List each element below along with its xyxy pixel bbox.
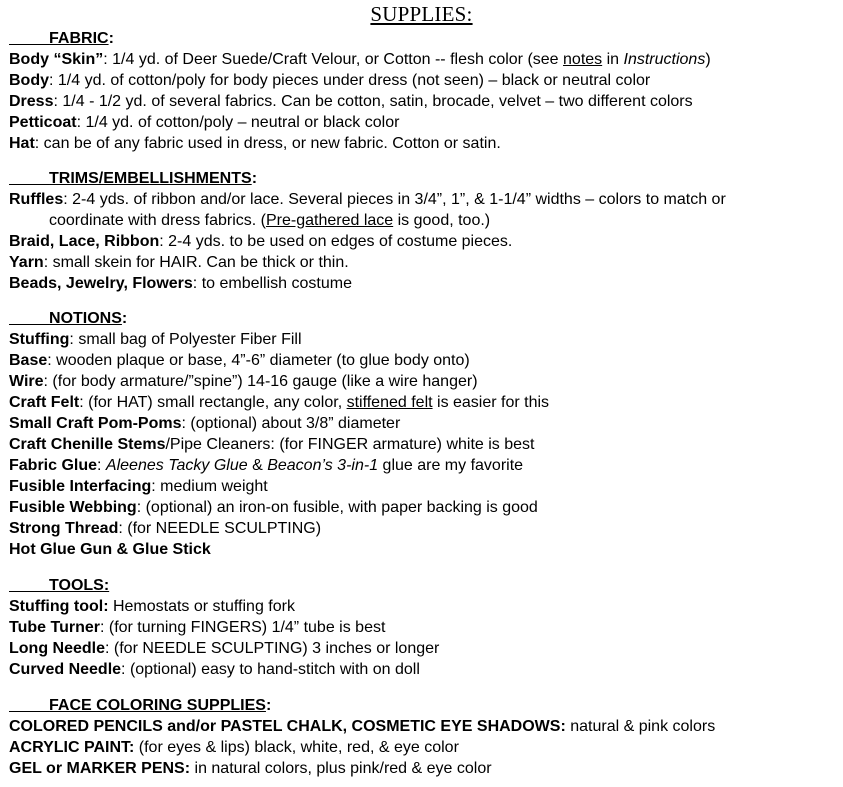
notes-link[interactable]: notes: [563, 51, 603, 68]
notions-heading-text: NOTIONS: [49, 310, 122, 327]
fabric-heading-text: FABRIC: [49, 30, 109, 47]
face-heading-text: FACE COLORING SUPPLIES: [49, 697, 266, 714]
notions-item-base: Base: wooden plaque or base, 4”-6” diameter (to glue body onto): [9, 352, 470, 369]
trims-item-beads: Beads, Jewelry, Flowers: to embellish costume: [9, 275, 352, 292]
pre-gathered-lace-link[interactable]: Pre-gathered lace: [265, 212, 394, 229]
fabric-item-body: Body: 1/4 yd. of cotton/poly for body pieces under dress (not seen) – black or neutral color: [9, 72, 651, 89]
notions-item-wire: Wire: (for body armature/”spine”) 14-16 gauge (like a wire hanger): [9, 373, 478, 390]
trims-item-ruffles: Ruffles: 2-4 yds. of ribbon and/or lace. Several pieces in 3/4”, 1”, & 1-1/4” widths – colors to match or: [9, 191, 726, 208]
tools-heading: [9, 575, 839, 596]
page-title: SUPPLIES:: [370, 2, 473, 26]
fabric-item-petticoat: Petticoat: 1/4 yd. of cotton/poly – neutral or black color: [9, 114, 400, 131]
fabric-item-body-skin: Body “Skin”: 1/4 yd. of Deer Suede/Craft Velour, or Cotton -- flesh color (see notes in Instructions): [9, 51, 711, 68]
trims-heading: TRIMS/EMBELLISHMENTS:: [49, 170, 258, 187]
tools-item-curved-needle: Curved Needle: (optional) easy to hand-stitch with on doll: [9, 661, 420, 678]
fabric-item-dress: Dress: 1/4 - 1/2 yd. of several fabrics. Can be cotton, satin, brocade, velvet – two different colors: [9, 93, 693, 110]
tools-item-stuffing-tool: Stuffing tool: Hemostats or stuffing fork: [9, 598, 295, 615]
fabric-section: [9, 28, 839, 154]
trims-item-yarn: Yarn: small skein for HAIR. Can be thick or thin.: [9, 254, 349, 271]
notions-item-webbing: Fusible Webbing: (optional) an iron-on fusible, with paper backing is good: [9, 499, 538, 516]
fabric-heading: FABRIC:: [49, 30, 114, 47]
face-heading: FACE COLORING SUPPLIES:: [49, 697, 272, 714]
stiffened-felt-link[interactable]: stiffened felt: [346, 394, 433, 411]
notions-heading: NOTIONS:: [49, 310, 128, 327]
trims-heading-text: TRIMS/EMBELLISHMENTS: [49, 170, 252, 187]
face-section: [9, 695, 839, 779]
notions-section: [9, 308, 839, 560]
notions-item-chenille: Craft Chenille Stems/Pipe Cleaners: (for FINGER armature) white is best: [9, 436, 535, 453]
notions-item-interfacing: Fusible Interfacing: medium weight: [9, 478, 268, 495]
face-item-pens: GEL or MARKER PENS: in natural colors, plus pink/red & eye color: [9, 760, 492, 777]
trims-item-ruffles-cont: coordinate with dress fabrics. (Pre-gathered lace is good, too.): [49, 212, 491, 229]
trims-section: [9, 168, 839, 294]
notions-item-pom-poms: Small Craft Pom-Poms: (optional) about 3/8” diameter: [9, 415, 401, 432]
notions-item-fabric-glue: Fabric Glue: Aleenes Tacky Glue & Beacon’s 3-in-1 glue are my favorite: [9, 457, 524, 474]
tools-item-long-needle: Long Needle: (for NEEDLE SCULPTING) 3 inches or longer: [9, 640, 440, 657]
fabric-item-hat: Hat: can be of any fabric used in dress, or new fabric. Cotton or satin.: [9, 135, 501, 152]
face-item-pencils: COLORED PENCILS and/or PASTEL CHALK, COSMETIC EYE SHADOWS: natural & pink colors: [9, 718, 716, 735]
tools-heading-text: TOOLS:: [49, 577, 110, 594]
notions-item-craft-felt: Craft Felt: (for HAT) small rectangle, any color, stiffened felt is easier for this: [9, 394, 550, 411]
notions-item-glue-gun: Hot Glue Gun & Glue Stick: [9, 541, 211, 558]
notions-item-thread: Strong Thread: (for NEEDLE SCULPTING): [9, 520, 322, 537]
face-item-acrylic: ACRYLIC PAINT: (for eyes & lips) black, white, red, & eye color: [9, 739, 459, 756]
trims-item-braid: Braid, Lace, Ribbon: 2-4 yds. to be used on edges of costume pieces.: [9, 233, 513, 250]
notions-item-stuffing: Stuffing: small bag of Polyester Fiber Fill: [9, 331, 302, 348]
tools-item-tube-turner: Tube Turner: (for turning FINGERS) 1/4” tube is best: [9, 619, 386, 636]
tools-section: [9, 575, 839, 680]
